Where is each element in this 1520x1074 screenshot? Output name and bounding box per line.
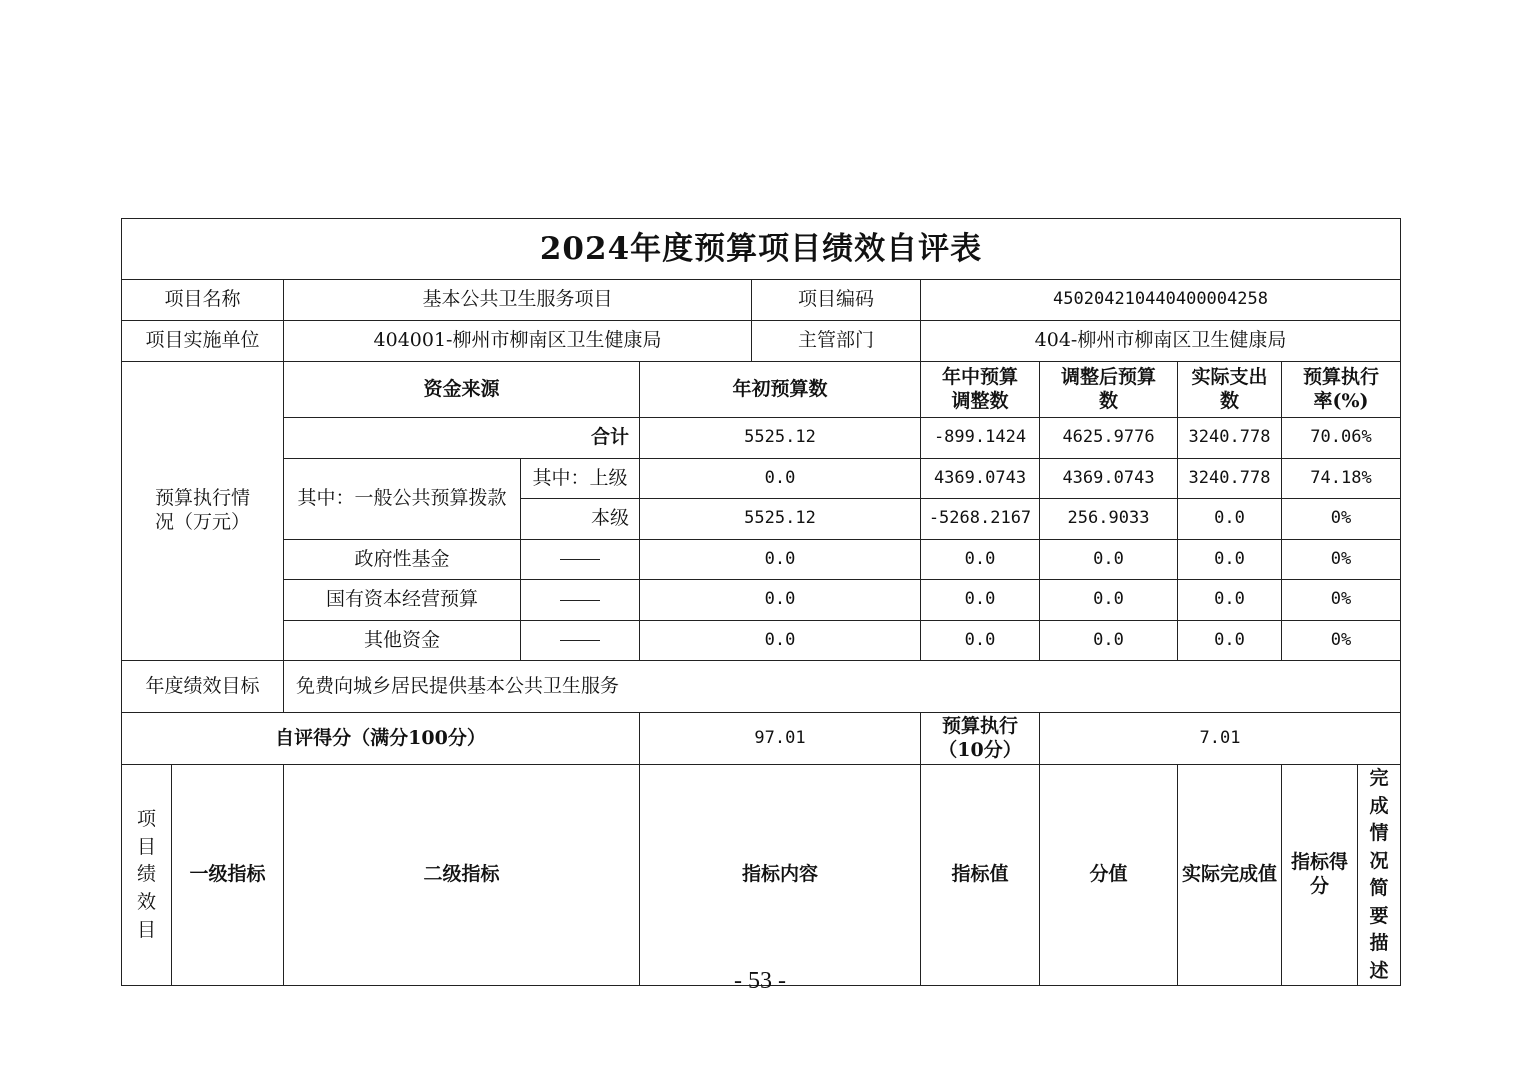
local-adjusted: 256.9033 [1040,499,1178,540]
indicator-vertical-label: 项目绩效目 [122,765,172,986]
annual-goal-label: 年度绩效目标 [122,661,284,713]
gov-fund-initial: 0.0 [640,540,921,580]
state-capital-actual: 0.0 [1178,580,1282,621]
other-funds-dash [521,621,640,661]
total-actual: 3240.778 [1178,418,1282,459]
gov-fund-midyear: 0.0 [921,540,1040,580]
level1-indicator-header: 一级指标 [172,765,284,986]
completion-desc-header: 完成情况简要描述 [1358,765,1401,986]
project-name-value: 基本公共卫生服务项目 [284,280,752,321]
gov-fund-dash [521,540,640,580]
header-adjusted-budget: 调整后预算数 [1040,362,1178,418]
upper-adjusted: 4369.0743 [1040,459,1178,499]
gov-fund-actual: 0.0 [1178,540,1282,580]
project-code-value: 450204210440400004258 [921,280,1401,321]
gov-fund-adjusted: 0.0 [1040,540,1178,580]
total-midyear: -899.1424 [921,418,1040,459]
implementing-unit-label: 项目实施单位 [122,321,284,362]
upper-level-label: 其中：上级 [521,459,640,499]
state-capital-dash [521,580,640,621]
local-rate: 0% [1282,499,1401,540]
upper-initial: 0.0 [640,459,921,499]
budget-section-label: 预算执行情况（万元） [122,362,284,661]
other-funds-adjusted: 0.0 [1040,621,1178,661]
header-actual-spending: 实际支出数 [1178,362,1282,418]
upper-midyear: 4369.0743 [921,459,1040,499]
local-initial: 5525.12 [640,499,921,540]
budget-exec-score-value: 7.01 [1040,713,1401,765]
points-header: 分值 [1040,765,1178,986]
local-midyear: -5268.2167 [921,499,1040,540]
project-code-label: 项目编码 [752,280,921,321]
budget-exec-score-label: 预算执行（10分） [921,713,1040,765]
state-capital-label: 国有资本经营预算 [284,580,521,621]
other-funds-label: 其他资金 [284,621,521,661]
annual-goal-value: 免费向城乡居民提供基本公共卫生服务 [284,661,1401,713]
gov-fund-rate: 0% [1282,540,1401,580]
local-actual: 0.0 [1178,499,1282,540]
header-initial-budget: 年初预算数 [640,362,921,418]
page-number: - 53 - [734,968,786,994]
indicator-content-header: 指标内容 [640,765,921,986]
self-score-label: 自评得分（满分100分） [122,713,640,765]
other-funds-actual: 0.0 [1178,621,1282,661]
implementing-unit-value: 404001-柳州市柳南区卫生健康局 [284,321,752,362]
state-capital-initial: 0.0 [640,580,921,621]
performance-self-evaluation-table [121,218,1401,986]
total-rate: 70.06% [1282,418,1401,459]
general-budget-label: 其中：一般公共预算拨款 [284,459,521,540]
header-midyear-adjustment: 年中预算调整数 [921,362,1040,418]
level2-indicator-header: 二级指标 [284,765,640,986]
actual-value-header: 实际完成值 [1178,765,1282,986]
other-funds-midyear: 0.0 [921,621,1040,661]
state-capital-rate: 0% [1282,580,1401,621]
upper-rate: 74.18% [1282,459,1401,499]
indicator-value-header: 指标值 [921,765,1040,986]
indicator-score-header: 指标得分 [1282,765,1358,986]
project-name-label: 项目名称 [122,280,284,321]
total-label: 合计 [284,418,640,459]
upper-actual: 3240.778 [1178,459,1282,499]
header-execution-rate: 预算执行率(%) [1282,362,1401,418]
other-funds-initial: 0.0 [640,621,921,661]
state-capital-adjusted: 0.0 [1040,580,1178,621]
gov-fund-label: 政府性基金 [284,540,521,580]
table-title: 2024年度预算项目绩效自评表 [122,219,1401,280]
self-score-value: 97.01 [640,713,921,765]
supervising-dept-value: 404-柳州市柳南区卫生健康局 [921,321,1401,362]
total-initial: 5525.12 [640,418,921,459]
state-capital-midyear: 0.0 [921,580,1040,621]
local-level-label: 本级 [521,499,640,540]
other-funds-rate: 0% [1282,621,1401,661]
total-adjusted: 4625.9776 [1040,418,1178,459]
header-fund-source: 资金来源 [284,362,640,418]
supervising-dept-label: 主管部门 [752,321,921,362]
